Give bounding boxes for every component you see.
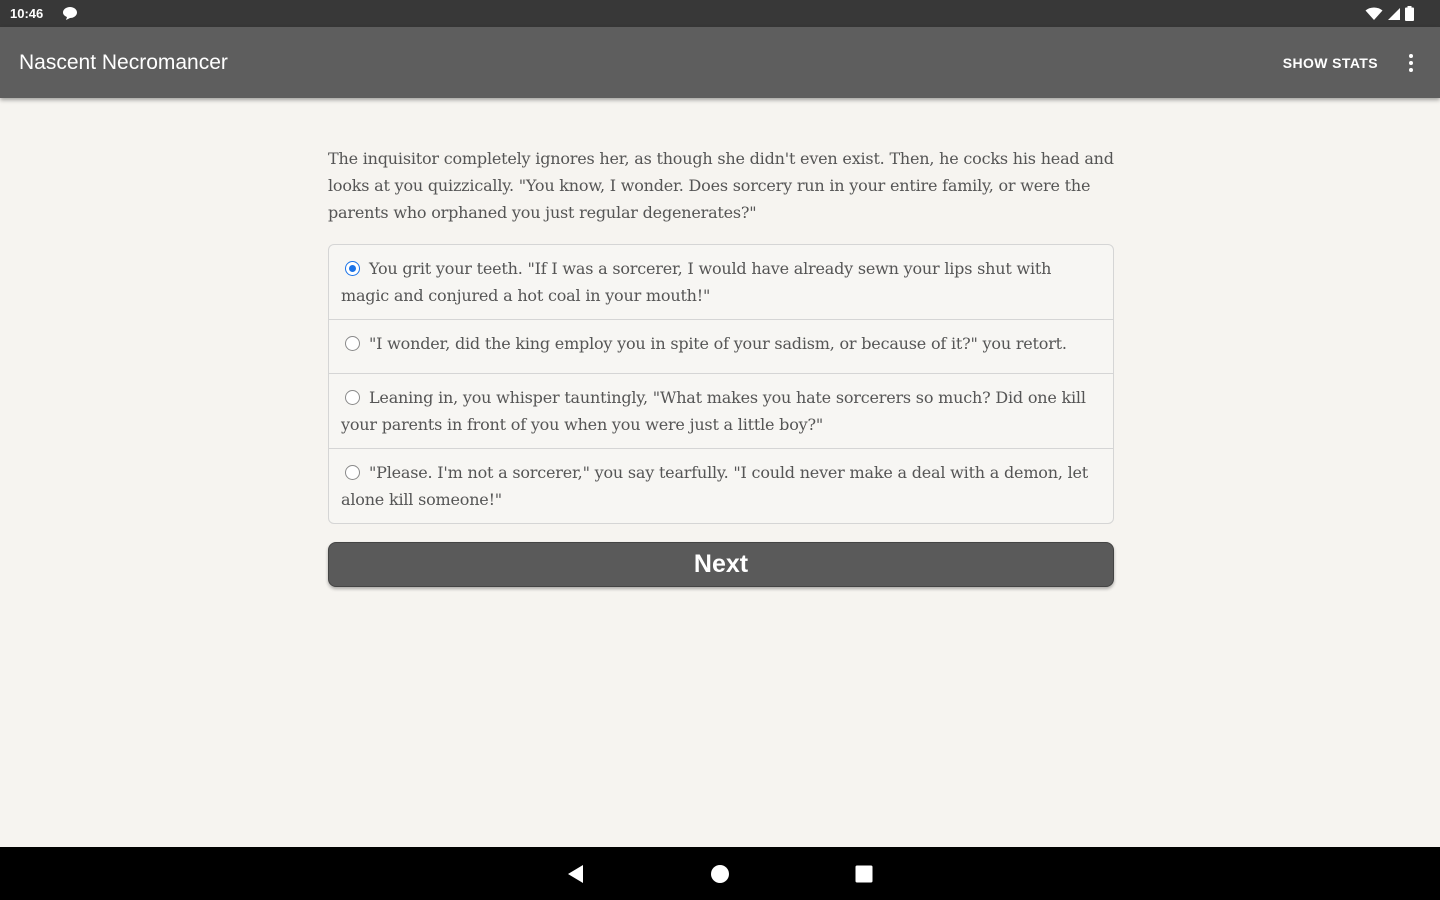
- navigation-bar: [0, 847, 1440, 900]
- wifi-icon: [1365, 7, 1383, 21]
- next-button[interactable]: Next: [328, 542, 1114, 587]
- signal-icon: [1387, 7, 1401, 21]
- choice-option-3[interactable]: [329, 373, 1113, 448]
- status-icons: [1365, 6, 1414, 21]
- status-time: 10:46: [10, 6, 44, 21]
- choice-text: "I wonder, did the king employ you in spite of your sadism, or because of it?" you retort.: [369, 334, 1067, 353]
- message-icon: [62, 6, 78, 25]
- choice-option-2[interactable]: [329, 319, 1113, 373]
- radio-button[interactable]: [345, 465, 360, 480]
- home-icon[interactable]: [709, 863, 731, 885]
- choice-list: [328, 244, 1114, 524]
- story-text: The inquisitor completely ignores her, as though she didn't even exist. Then, he cocks his head and looks at you quizzically. "You know, I wonder. Does sorcery run in your entire family, or were the parents who orphaned you just regular degenerates?": [328, 149, 1114, 222]
- radio-button-selected[interactable]: [345, 261, 360, 276]
- app-bar: [0, 27, 1440, 98]
- choice-text: You grit your teeth. "If I was a sorcerer, I would have already sewn your lips shut with magic and conjured a hot coal in your mouth!": [341, 259, 1052, 305]
- choice-option-4[interactable]: [329, 448, 1113, 523]
- radio-button[interactable]: [345, 336, 360, 351]
- status-bar: [0, 0, 1440, 27]
- game-content: [328, 145, 1114, 587]
- choice-text: Leaning in, you whisper tauntingly, "What makes you hate sorcerers so much? Did one kill your parents in front of you when you were just a little boy?": [341, 388, 1086, 434]
- overflow-menu-icon[interactable]: [1406, 53, 1416, 73]
- radio-button[interactable]: [345, 390, 360, 405]
- back-icon[interactable]: [565, 863, 587, 885]
- show-stats-button[interactable]: SHOW STATS: [1282, 55, 1378, 71]
- battery-icon: [1405, 6, 1414, 21]
- choice-option-1[interactable]: [329, 245, 1113, 319]
- app-title: Nascent Necromancer: [19, 51, 228, 74]
- choice-text: "Please. I'm not a sorcerer," you say tearfully. "I could never make a deal with a demon, let alone kill someone!": [341, 463, 1089, 509]
- recents-icon[interactable]: [853, 863, 875, 885]
